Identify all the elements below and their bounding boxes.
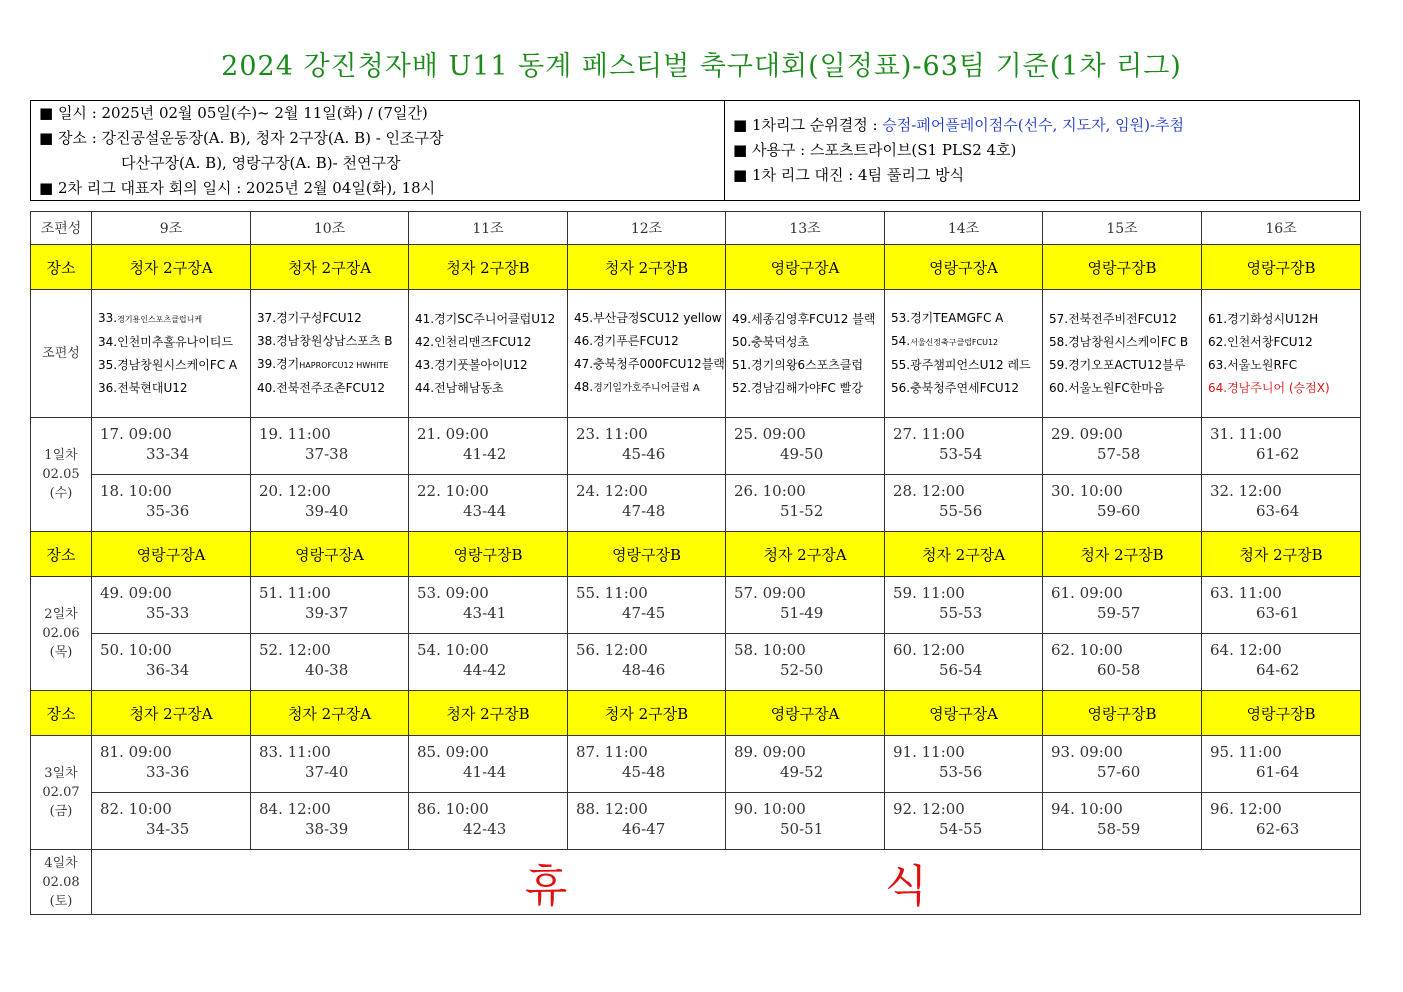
match-time: 88. 12:00 [576,800,648,818]
info-meeting: ■ 2차 리그 대표자 회의 일시 : 2025년 2월 04일(화), 18시 [39,179,436,197]
day-weekday: (목) [49,645,73,660]
match-cell [1043,736,1202,793]
match-time: 60. 12:00 [893,641,965,659]
match-time: 93. 09:00 [1051,743,1123,761]
info-format: ■ 1차 리그 대진 : 4팀 풀리그 방식 [733,166,965,184]
match-time: 63. 11:00 [1210,584,1282,602]
match-time: 57. 09:00 [734,584,806,602]
match-cell [568,793,726,850]
group-header: 12조 [568,212,726,245]
venue-row-day3 [31,691,1361,736]
match-time: 31. 11:00 [1210,425,1282,443]
group-header: 15조 [1043,212,1202,245]
match-cell [885,577,1043,634]
venue-cell: 청자 2구장A [251,691,409,736]
info-ball: ■ 사용구 : 스포츠트라이브(S1 PLS2 4호) [733,141,1017,159]
team-cell [251,290,409,418]
day-number: 3일차 [44,766,78,781]
match-pair: 64-62 [1256,661,1300,679]
match-cell [568,634,726,691]
match-cell [1202,634,1361,691]
match-cell [92,475,251,532]
match-pair: 51-52 [780,502,824,520]
group-header: 13조 [726,212,885,245]
group-header: 11조 [409,212,568,245]
match-pair: 52-50 [780,661,824,679]
group-header: 14조 [885,212,1043,245]
match-time: 82. 10:00 [100,800,172,818]
match-pair: 51-49 [780,604,824,622]
match-time: 30. 10:00 [1051,482,1123,500]
info-box [30,100,1360,201]
team-name: 48.경기일가호주니어클럽 A [574,380,700,394]
team-name-small: 경기일가호주니어클럽 A [593,383,700,394]
match-row-day3-a [31,736,1361,793]
day-date: 02.07 [42,785,80,800]
match-cell [885,475,1043,532]
match-time: 50. 10:00 [100,641,172,659]
group-header-row [31,212,1361,245]
venue-cell: 청자 2구장B [409,245,568,290]
info-ranking-label: ■ 1차리그 순위결정 : [733,116,883,134]
team-name: 53.경기TEAMGFC A [891,311,1004,325]
match-pair: 54-55 [939,820,983,838]
match-time: 92. 12:00 [893,800,965,818]
match-time: 25. 09:00 [734,425,806,443]
team-name: 44.전남해남동초 [415,380,504,395]
match-pair: 59-57 [1097,604,1141,622]
team-name: 40.전북전주조촌FCU12 [257,381,385,395]
match-cell [251,475,409,532]
match-pair: 40-38 [305,661,349,679]
match-time: 20. 12:00 [259,482,331,500]
info-left [31,101,725,200]
team-cell [885,290,1043,418]
match-pair: 42-43 [463,820,507,838]
page-title: 2024 강진청자배 U11 동계 페스티벌 축구대회(일정표)-63팀 기준(1차 리그) [221,51,1182,82]
match-cell [1043,793,1202,850]
venue-cell: 영랑구장A [251,532,409,577]
match-time: 89. 09:00 [734,743,806,761]
match-time: 96. 12:00 [1210,800,1282,818]
venue-label: 장소 [31,532,92,577]
match-time: 86. 10:00 [417,800,489,818]
venue-cell: 영랑구장B [1202,691,1361,736]
match-time: 62. 10:00 [1051,641,1123,659]
match-pair: 39-37 [305,604,349,622]
match-cell [1043,577,1202,634]
day-date: 02.05 [42,467,80,482]
team-name: 49.세종김영후FCU12 블랙 [732,311,876,326]
match-pair: 47-48 [622,502,666,520]
day-date: 02.06 [42,626,80,641]
team-name: 50.충북덕성초 [732,334,810,349]
match-pair: 45-48 [622,763,666,781]
match-pair: 33-36 [146,763,190,781]
match-pair: 43-41 [463,604,507,622]
match-time: 53. 09:00 [417,584,489,602]
team-name: 62.인천서창FCU12 [1208,334,1313,349]
match-pair: 47-45 [622,604,666,622]
venue-cell: 영랑구장A [726,691,885,736]
day-weekday: (토) [49,893,73,909]
match-cell [1202,418,1361,475]
match-pair: 33-34 [146,445,190,463]
match-cell [92,577,251,634]
match-pair: 57-58 [1097,445,1141,463]
venue-cell: 영랑구장B [1043,691,1202,736]
venue-cell: 청자 2구장A [251,245,409,290]
schedule-table [30,211,1361,915]
team-name: 51.경기의왕6스포츠클럽 [732,357,864,372]
match-pair: 37-40 [305,763,349,781]
venue-cell: 영랑구장A [885,691,1043,736]
match-time: 26. 10:00 [734,482,806,500]
info-date: ■ 일시 : 2025년 02월 05일(수)~ 2월 11일(화) / (7일간) [39,104,428,122]
team-name: 61.경기화성시U12H [1208,311,1319,326]
group-header: 10조 [251,212,409,245]
group-header: 16조 [1202,212,1361,245]
venue-cell: 영랑구장B [568,532,726,577]
teams-row [31,290,1361,418]
match-pair: 35-33 [146,604,190,622]
match-cell [726,793,885,850]
team-name: 46.경기푸른FCU12 [574,334,679,348]
match-cell [251,736,409,793]
team-name: 39.경기HAPROFCU12 HWHITE [257,357,389,371]
match-pair: 61-64 [1256,763,1300,781]
match-cell [885,634,1043,691]
info-venue: ■ 장소 : 강진공설운동장(A. B), 청자 2구장(A. B) - 인조구장 [39,129,444,147]
match-pair: 43-44 [463,502,507,520]
match-time: 58. 10:00 [734,641,806,659]
day-weekday: (금) [49,804,73,819]
match-cell [251,793,409,850]
match-time: 64. 12:00 [1210,641,1282,659]
match-cell [885,793,1043,850]
venue-cell: 영랑구장A [726,245,885,290]
info-right [725,101,1359,200]
match-cell [726,736,885,793]
match-row-day2-b [31,634,1361,691]
match-time: 94. 10:00 [1051,800,1123,818]
day-weekday: (수) [49,486,73,501]
match-pair: 36-34 [146,661,190,679]
match-pair: 49-50 [780,445,824,463]
team-name: 52.경남김해가야FC 빨강 [732,380,863,395]
match-cell [409,793,568,850]
venue-cell: 청자 2구장A [885,532,1043,577]
match-pair: 58-59 [1097,820,1141,838]
match-cell [92,634,251,691]
match-time: 90. 10:00 [734,800,806,818]
team-name: 58.경남창원시스케이FC B [1049,334,1189,349]
team-name-small: 경기용인스포츠클럽니케 [117,315,203,324]
match-time: 51. 11:00 [259,584,331,602]
match-time: 22. 10:00 [417,482,489,500]
match-pair: 53-54 [939,445,983,463]
match-row-day1-b [31,475,1361,532]
venue-row-day1 [31,245,1361,290]
match-pair: 35-36 [146,502,190,520]
team-cell [92,290,251,418]
team-name: 56.충북청주연세FCU12 [891,381,1019,395]
match-cell [409,634,568,691]
team-cell [1202,290,1361,418]
teams-label: 조편성 [31,290,92,418]
match-cell [885,418,1043,475]
venue-cell: 청자 2구장B [1202,532,1361,577]
match-row-day1-a [31,418,1361,475]
match-cell [726,475,885,532]
match-cell [409,418,568,475]
match-pair: 45-46 [622,445,666,463]
match-time: 24. 12:00 [576,482,648,500]
match-cell [409,475,568,532]
match-pair: 53-56 [939,763,983,781]
match-time: 23. 11:00 [576,425,648,443]
team-cell [409,290,568,418]
day-date: 02.08 [42,874,80,890]
match-pair: 48-46 [622,661,666,679]
venue-cell: 영랑구장B [1043,245,1202,290]
match-time: 18. 10:00 [100,482,172,500]
match-time: 84. 12:00 [259,800,331,818]
venue-label: 장소 [31,691,92,736]
match-pair: 56-54 [939,661,983,679]
team-name: 63.서울노원RFC [1208,357,1298,372]
match-cell [726,634,885,691]
match-pair: 63-61 [1256,604,1300,622]
team-name: 59.경기오포ACTU12블루 [1049,357,1186,372]
match-cell [409,577,568,634]
match-pair: 34-35 [146,820,190,838]
venue-cell: 청자 2구장B [568,245,726,290]
day1-label [31,418,92,532]
match-cell [726,418,885,475]
team-name: 41.경기SC주니어클럽U12 [415,311,556,326]
match-cell [568,736,726,793]
match-time: 87. 11:00 [576,743,648,761]
match-time: 91. 11:00 [893,743,965,761]
day4-label [31,850,92,915]
day3-label [31,736,92,850]
team-name: 43.경기풋볼아이U12 [415,357,528,372]
header-label: 조편성 [31,212,92,245]
match-pair: 41-42 [463,445,507,463]
team-cell [1043,290,1202,418]
venue-cell: 청자 2구장A [92,691,251,736]
match-cell [1043,418,1202,475]
match-pair: 61-62 [1256,445,1300,463]
team-name: 42.인천리맨즈FCU12 [415,334,532,349]
team-name: 54.서울신정축구클럽FCU12 [891,334,999,348]
match-pair: 57-60 [1097,763,1141,781]
venue-cell: 청자 2구장A [726,532,885,577]
team-name: 36.전북현대U12 [98,381,188,395]
match-pair: 37-38 [305,445,349,463]
rest-word: 식 [884,861,928,912]
venue-cell: 청자 2구장B [568,691,726,736]
match-cell [1043,475,1202,532]
match-cell [92,418,251,475]
match-cell [92,793,251,850]
match-time: 81. 09:00 [100,743,172,761]
team-name-small: HAPROFCU12 HWHITE [299,361,389,370]
match-time: 21. 09:00 [417,425,489,443]
match-time: 52. 12:00 [259,641,331,659]
team-name: 57.전북전주비전FCU12 [1049,311,1177,326]
team-name: 34.인천미추홀유나이티드 [98,335,234,349]
rest-word: 휴 [524,861,568,912]
match-cell [1202,793,1361,850]
match-time: 95. 11:00 [1210,743,1282,761]
match-cell [1043,634,1202,691]
match-cell [409,736,568,793]
match-time: 32. 12:00 [1210,482,1282,500]
venue-cell: 영랑구장A [885,245,1043,290]
match-pair: 49-52 [780,763,824,781]
venue-label: 장소 [31,245,92,290]
venue-row-day2 [31,532,1361,577]
match-time: 85. 09:00 [417,743,489,761]
match-cell [726,577,885,634]
match-row-day2-a [31,577,1361,634]
venue-cell: 영랑구장B [1202,245,1361,290]
match-pair: 59-60 [1097,502,1141,520]
match-cell [885,736,1043,793]
team-name: 38.경남창원상남스포츠 B [257,334,393,348]
match-cell [568,577,726,634]
match-pair: 50-51 [780,820,824,838]
match-pair: 41-44 [463,763,507,781]
rest-cell [92,850,1361,915]
match-time: 83. 11:00 [259,743,331,761]
match-pair: 39-40 [305,502,349,520]
info-venue-2: 다산구장(A. B), 영랑구장(A. B)- 천연구장 [121,154,401,172]
match-time: 28. 12:00 [893,482,965,500]
match-time: 17. 09:00 [100,425,172,443]
team-name: 60.서울노원FC한마음 [1049,380,1165,395]
team-name: 47.충북청주000FCU12블랙 [574,357,725,371]
venue-cell: 청자 2구장B [409,691,568,736]
info-ranking [733,113,1351,138]
match-cell [1202,475,1361,532]
day-number: 4일차 [44,855,78,871]
match-pair: 62-63 [1256,820,1300,838]
team-cell [568,290,726,418]
team-name: 55.광주챔피언스U12 레드 [891,358,1031,372]
venue-cell: 청자 2구장B [1043,532,1202,577]
match-time: 59. 11:00 [893,584,965,602]
team-cell [726,290,885,418]
venue-cell: 청자 2구장A [92,245,251,290]
match-cell [251,577,409,634]
day2-label [31,577,92,691]
match-pair: 55-53 [939,604,983,622]
venue-cell: 영랑구장A [92,532,251,577]
team-name-small: 서울신정축구클럽FCU12 [910,338,999,347]
match-time: 49. 09:00 [100,584,172,602]
match-cell [1202,736,1361,793]
group-header: 9조 [92,212,251,245]
match-time: 29. 09:00 [1051,425,1123,443]
rest-row-day4 [31,850,1361,915]
venue-cell: 영랑구장B [409,532,568,577]
day-number: 1일차 [44,448,78,463]
match-cell [92,736,251,793]
match-pair: 38-39 [305,820,349,838]
match-pair: 63-64 [1256,502,1300,520]
match-time: 55. 11:00 [576,584,648,602]
match-cell [568,418,726,475]
team-name: 45.부산금정SCU12 yellow [574,311,722,325]
team-name: 33.경기용인스포츠클럽니케 [98,311,203,325]
match-cell [251,634,409,691]
match-time: 56. 12:00 [576,641,648,659]
day-number: 2일차 [44,607,78,622]
match-time: 19. 11:00 [259,425,331,443]
match-pair: 46-47 [622,820,666,838]
match-cell [251,418,409,475]
match-row-day3-b [31,793,1361,850]
team-name: 35.경남창원시스케이FC A [98,358,238,372]
match-time: 61. 09:00 [1051,584,1123,602]
match-cell [568,475,726,532]
match-time: 54. 10:00 [417,641,489,659]
team-name-excluded: 64.경남주니어 (승점X) [1208,380,1330,395]
match-pair: 44-42 [463,661,507,679]
match-pair: 55-56 [939,502,983,520]
team-name: 37.경기구성FCU12 [257,311,362,325]
match-pair: 60-58 [1097,661,1141,679]
info-ranking-value: 승점-페어플레이점수(선수, 지도자, 임원)-추첨 [882,116,1185,134]
match-time: 27. 11:00 [893,425,965,443]
match-cell [1202,577,1361,634]
